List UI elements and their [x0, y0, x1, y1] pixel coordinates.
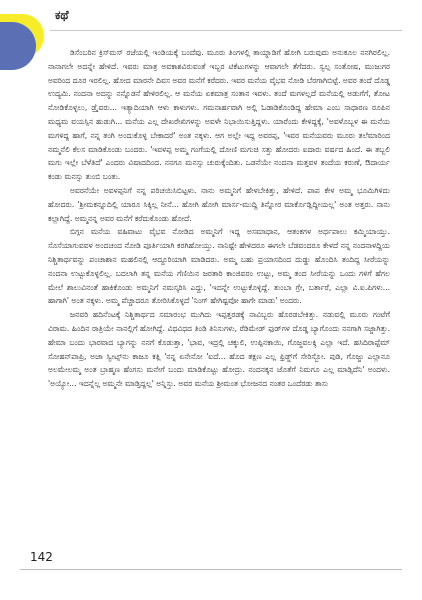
paragraph-3: ಬಿಗ್ಗನ ಮನೆಯ ವಹಿವಾಟು ವೈಭವ ನೋಡಿದ ಅಮ್ಮನಿಗೆ ಇದ್ದ ಅಸಮಾಧಾನ, ಆತಂಕಗಳ ಅರ್ಧಪಾಲು ಕಮ್ಮಿಯಾಯ್ತು. ಸೊಸೆಯಾಗುವವಳ ಅಂದಚಂದ ನೋಡಿ ಪೂರ್ತಿಯಾಗಿ ಕರಗಿಹೋಯ್ತು. ನಾನಿಷ್ಟೇ ಹೇಳಿದರೂ ಈಗಲೇ ಬೆಡವಂದರೂ ಕೇಳದೆ ನನ್ನ ನಂದನಾಳದ್ದಿಯ ನಿಶ್ಚಿತಾರ್ಥವನ್ನು ಪಂಚಾಶಾನ ಮಹಲಿನಲ್ಲಿ ಆದ್ದೂರಿಯಾಗಿ ಮಾಡಿದರು. ಅಮ್ಮ ಬಹು ಪ್ರಯಾಸದಿಂದ ದುಡ್ಡು ಹೊಂದಿಸಿ ತಂದಿದ್ದ ಸೀರೆಯನ್ನು ನಂದನಾ ಉಟ್ಟುಕೊಳ್ಳಲಿಲ್ಲ. ಬದಲಾಗಿ ತನ್ನ ಮನೆಯ ಗೆಣಿಯಿನ ಜರತಾರಿ ಕಾಂಜಿವರಂ ಉಟ್ಟು, ಅಮ್ಮ ತಂದ ಸೀರೆಯನ್ನು ಒಂದು ಗಳಿಗೆ ಹೆಗಲ ಮೇಲೆ ಶಾಲುವಿನಂತೆ ಹಾಕಿಕೊಂಡು ಅಮ್ಮನಿಗೆ ನಮಸ್ಕರಿಸಿ ಎದ್ದು, 'ಇದನ್ನೇ ಉಟ್ಟುಕೊಳ್ಳಿದ್ದೆ. ತುಂಬಾ ಗ್ರೇ, ಬರ್ತಾರೆ, ಎಲ್ಲಾ ವಿ.ಐ.ಪಿಗಳು... ಹಾಗಾಗಿ' ಅಂತ ನಕ್ಕಳು. ಅಮ್ಮ ಪೆಚ್ಚಾದರೂ ತೋರಿಸಿಕೊಳ್ಳದೆ 'ನಿಂಗ್ ಹೇಗಿಷ್ಟವೋ ಹಾಗೇ ಮಾಡು' ಅಂದರು. [48, 227, 390, 306]
footer-divider [20, 569, 402, 570]
paragraph-2: ಅವರನೆಯೇ ಅವಳಪ್ಪನಿಗೆ ನನ್ನ ಪರಿಚಯಿಸಿಬಿಟ್ಟಳು. ನಾನು ಅಮ್ಮನಿಗೆ ಹೇಳಬೇಕಿತ್ತು, ಹೇಳಿದೆ. ಪಾಪ ಕೇಳ ಅಮ್ಮ ಭೂಮಿಗಿಳಿದು ಹೋದರು. 'ಶ್ರೀಮಕನ್ನೂದಿಲ್ಲಿ ಯಾರೂ ಸಿಕ್ಕಿಲ್ಲ ನೀನೆ... ಹೋಗಿ ಹೋಗಿ ಮಾರ್ಸ-ಮುದ್ದಿ ತಿನ್ನೋರ ಮಾರ್ಕೊಡ್ಲಿದ್ದೀಯಲ್ಲ' ಅಂತ ಅತ್ತರು. ನಾನು ಕಲ್ಲಾಗಿದ್ದೆ. ಅಮ್ಮನನ್ನ ಅವರ ಮನೆಗೆ ಕರೆದುಕೊಂಡು ಹೋದೆ. [48, 185, 390, 223]
header-divider [50, 30, 402, 31]
paragraph-4: ಜನವರಿ ಹದಿನೆಂಟಕ್ಕೆ ನಿಶ್ಚಿತಾರ್ಥದ ಸಮಾರಂಭ ಮುಗಿದು ಇಪ್ಪತ್ತರಡಕ್ಕೆ ನಾವಿಬ್ಬರು ಹೊರಡಬೇಕಿತ್ತು. ನಡುವಲ್ಲಿ ಮೂರು ಗಂಟೆಗೆ ವಿರಾಮ. ಹಿಂದಿನ ರಾತ್ರಿಯೇ ನಾನಲ್ಲಿಗೆ ಹೋಗಿದ್ದೆ. ವಿಧವಿಧದ ತಿಂಡಿ ತಿನಿಸುಗಳು, ರೆಡಿಮೇಡ್ ಫುಡ್‌ಗಳ ದೊಡ್ಡ ಬ್ಯಾಗೊಂದು ನನಗಾಗಿ ಸಜ್ಜಾಗಿತ್ತು. ಹೇಮಾ ಬಂದು ಭಾರವಾದ ಬ್ಯಾಗನ್ನು ನನಗೆ ಕೊಡುತ್ತಾ, 'ಭಾವ, ಇದ್ರಲ್ಲಿ ಚಕ್ಕುಲಿ, ಉಪ್ಪಿನಕಾಯಿ, ಗೊಜ್ಜವಲಕ್ಕಿ ಎಲ್ಲಾ ಇದೆ. ಹಸಿದಿರಾಪ್ಟೆಮ್ ಸೋಹನ್‌ಪಾಪ್ರಿ, ಅಜಾ ಸ್ವೀಟ್ಸ್‌ನು ಕಾಜೂ ಕತ್ಲಿ 'ನನ್ನ ಏನೇನೋ 'ಐದೆ... ಹೊದ ತಕ್ಷಣ ಎಲ್ಲ ಫ್ರಿಡ್ಜ್‌ಗೆ ಸೇರಿಸ್ಬೋ. ಪುಡಿ, ಗೊಜ್ಜು ಎಲ್ಲಾನೂ ಅಲಮೇಲಮ್ಮ ಅಂತ ಬ್ರಾಹ್ಮಣ ಹೆಂಗಸು ಮನೇಗೆ ಬಂದು ಮಾಡಿಕೊಟ್ಟು ಹೋದ್ರು. ನಂದನಕ್ಕನ ಜೊತೆಗೆ ನಿಮಗೂ ಎಲ್ಲ ಮಾಡ್ಸಿದೆನಿ' ಅಂದಳು. 'ಅಯ್ಯೋ... ಇದನ್ನೆಲ್ಲ ಅಮ್ಮನೇ ಮಾಡ್ತಿದ್ದಲ್ಲ' ಅನ್ನಿಸ್ತು. ಅವರ ಮನೆಯ ಶ್ರೀಮಂತ ಭೋಜನದ ನಂತರ ಒಂದೆರಡು ತಾಸು [48, 310, 390, 389]
section-title: ಕಥೆ [55, 8, 69, 22]
paragraph-1: ಡಿಸೆಂಬರಿನ ಕ್ರಿಸ್‌ಮಸ್ ರಜೆಯಲ್ಲಿ ಇಂಡಿಯಕ್ಕೆ ಬಂದೆವು. ಮೂರು ತಿಂಗಳಲ್ಲಿ ತಾಯ್ನಾಡಿಗೆ ಹೋಗಿ ಬರುವುದು ಅನುಕೂಲ ನನಗಿರಲಿಲ್ಲ. ನಾನಾಗಲೇ ಅದನ್ನೇ ಹೇಳಿದೆ. ಇವರು ಮಾತ್ರ ಅವಕಾಶವಿರುವಂತೆ ಇಬ್ಬರ ಟಿಕೆಟುಗಳನ್ನು ಆವಾಗಲೇ ತೆಗೆದರು. ಸ್ವಲ್ಪ ಸಂತೋಷ, ಮುಜುಗರ ಅವರಿಂದ ದೂರ ಇರಲಿಲ್ಲ. ಹೋದ ಮಾರನೇ ದಿವಸ ಅವರ ಮನೆಗೆ ಕರೆದರು. ಇವರ ಮನೆಯ ವೈಭವ ನೋಡಿ ಬೆರಗಾಗಿಬಿಟ್ಟೆ. ಅವರ ತಂದೆ ದೊಡ್ಡ ಉದ್ಯಮಿ. ನಂದನಾ ಅದನ್ನು ನನ್ನೊಡನೆ ಹೇಳಿರಲಿಲ್ಲ. ಆ ಮನೆಯ ಏಕಮಾತ್ರ ಸಂತಾನ ಇವಳು. ತಂದೆ ಮಗಳಲ್ಲದೆ ಮನೆಯಲ್ಲಿ ಅಡುಗೆಗೆ, ತೋಟ ನೋಡಿಕೊಳ್ಳಲು, ಡ್ರೈವರು... ಇತ್ಯಾದಿಯಾಗಿ ಆಳು ಕಾಳುಗಳು. ಗಮನಾರ್ಹವಾಗಿ ಅಲ್ಲಿ ಓಡಾಡಿಕೊಂಡಿದ್ದ ಹೇಮಾ ಎಂಬ ಸಾಧಾರಣ ರೂಪಿನ ಮಧ್ಯಮ ವಯಸ್ಸಿನ ಹುಡುಗಿ... ಮನೆಯ ಎಲ್ಲ ದೇಖರೇಖಿಗಳನ್ನು ಅವಳೇ ನಿಭಾಯಿಸುತ್ತಿದ್ದಳು. ಯಾರೆಂದು ಕೇಳಿದ್ದಕ್ಕೆ, 'ಅವಳೊಬ್ಬಳ ಈ ಮನೆಯ ಮಗಳಿದ್ದ ಹಾಗೆ, ನನ್ನ ತಂಗಿ ಅಂದುಕೊಳ್ಳ ಬೇಕಾದರೆ' ಅಂತ ನಕ್ಕಳು. ಆಗ ಅಲ್ಲೇ ಇದ್ದ ಅವರಪ್ಪ, 'ಇವರ ಮನೆಯವರು ಮೂರು ತಲೆಮಾರಿಂದ ನಮ್ಮನೆಲಿ ಕೆಲಸ ಮಾಡಿಕೊಂಡು ಬಂದರು. 'ಇವಳಪ್ಪ ಅಮ್ಮ ಗಂಗೆಯಲ್ಲಿ ದೋಣಿ ಮಗುಚಿ ಸತ್ತು ಹೋದರು ಐದಾರು ವರ್ಷದ ಹಿಂದೆ. ಈ ತಬ್ಬಲಿ ಮಗು ಇಲ್ಲೇ ಬೆಳೆತಿದೆ' ಎಂದರು ವಿಷಾದದಿಂದ. ನನಗೂ ಮನಸ್ಸು ಚುರುಕ್ಕೆಂದಿತು. ಒಡನೆಯೇ ನಂದನಾ ಮತ್ತವಳ ತಂದೆಯ ಕರುಣೆ, ಔದಾರ್ಯ ಕಂಡು ಮನಸ್ಸು ತುಂಬಿ ಬಂತು. [48, 48, 390, 182]
story-body [48, 46, 390, 391]
page-number: 142 [30, 550, 53, 564]
